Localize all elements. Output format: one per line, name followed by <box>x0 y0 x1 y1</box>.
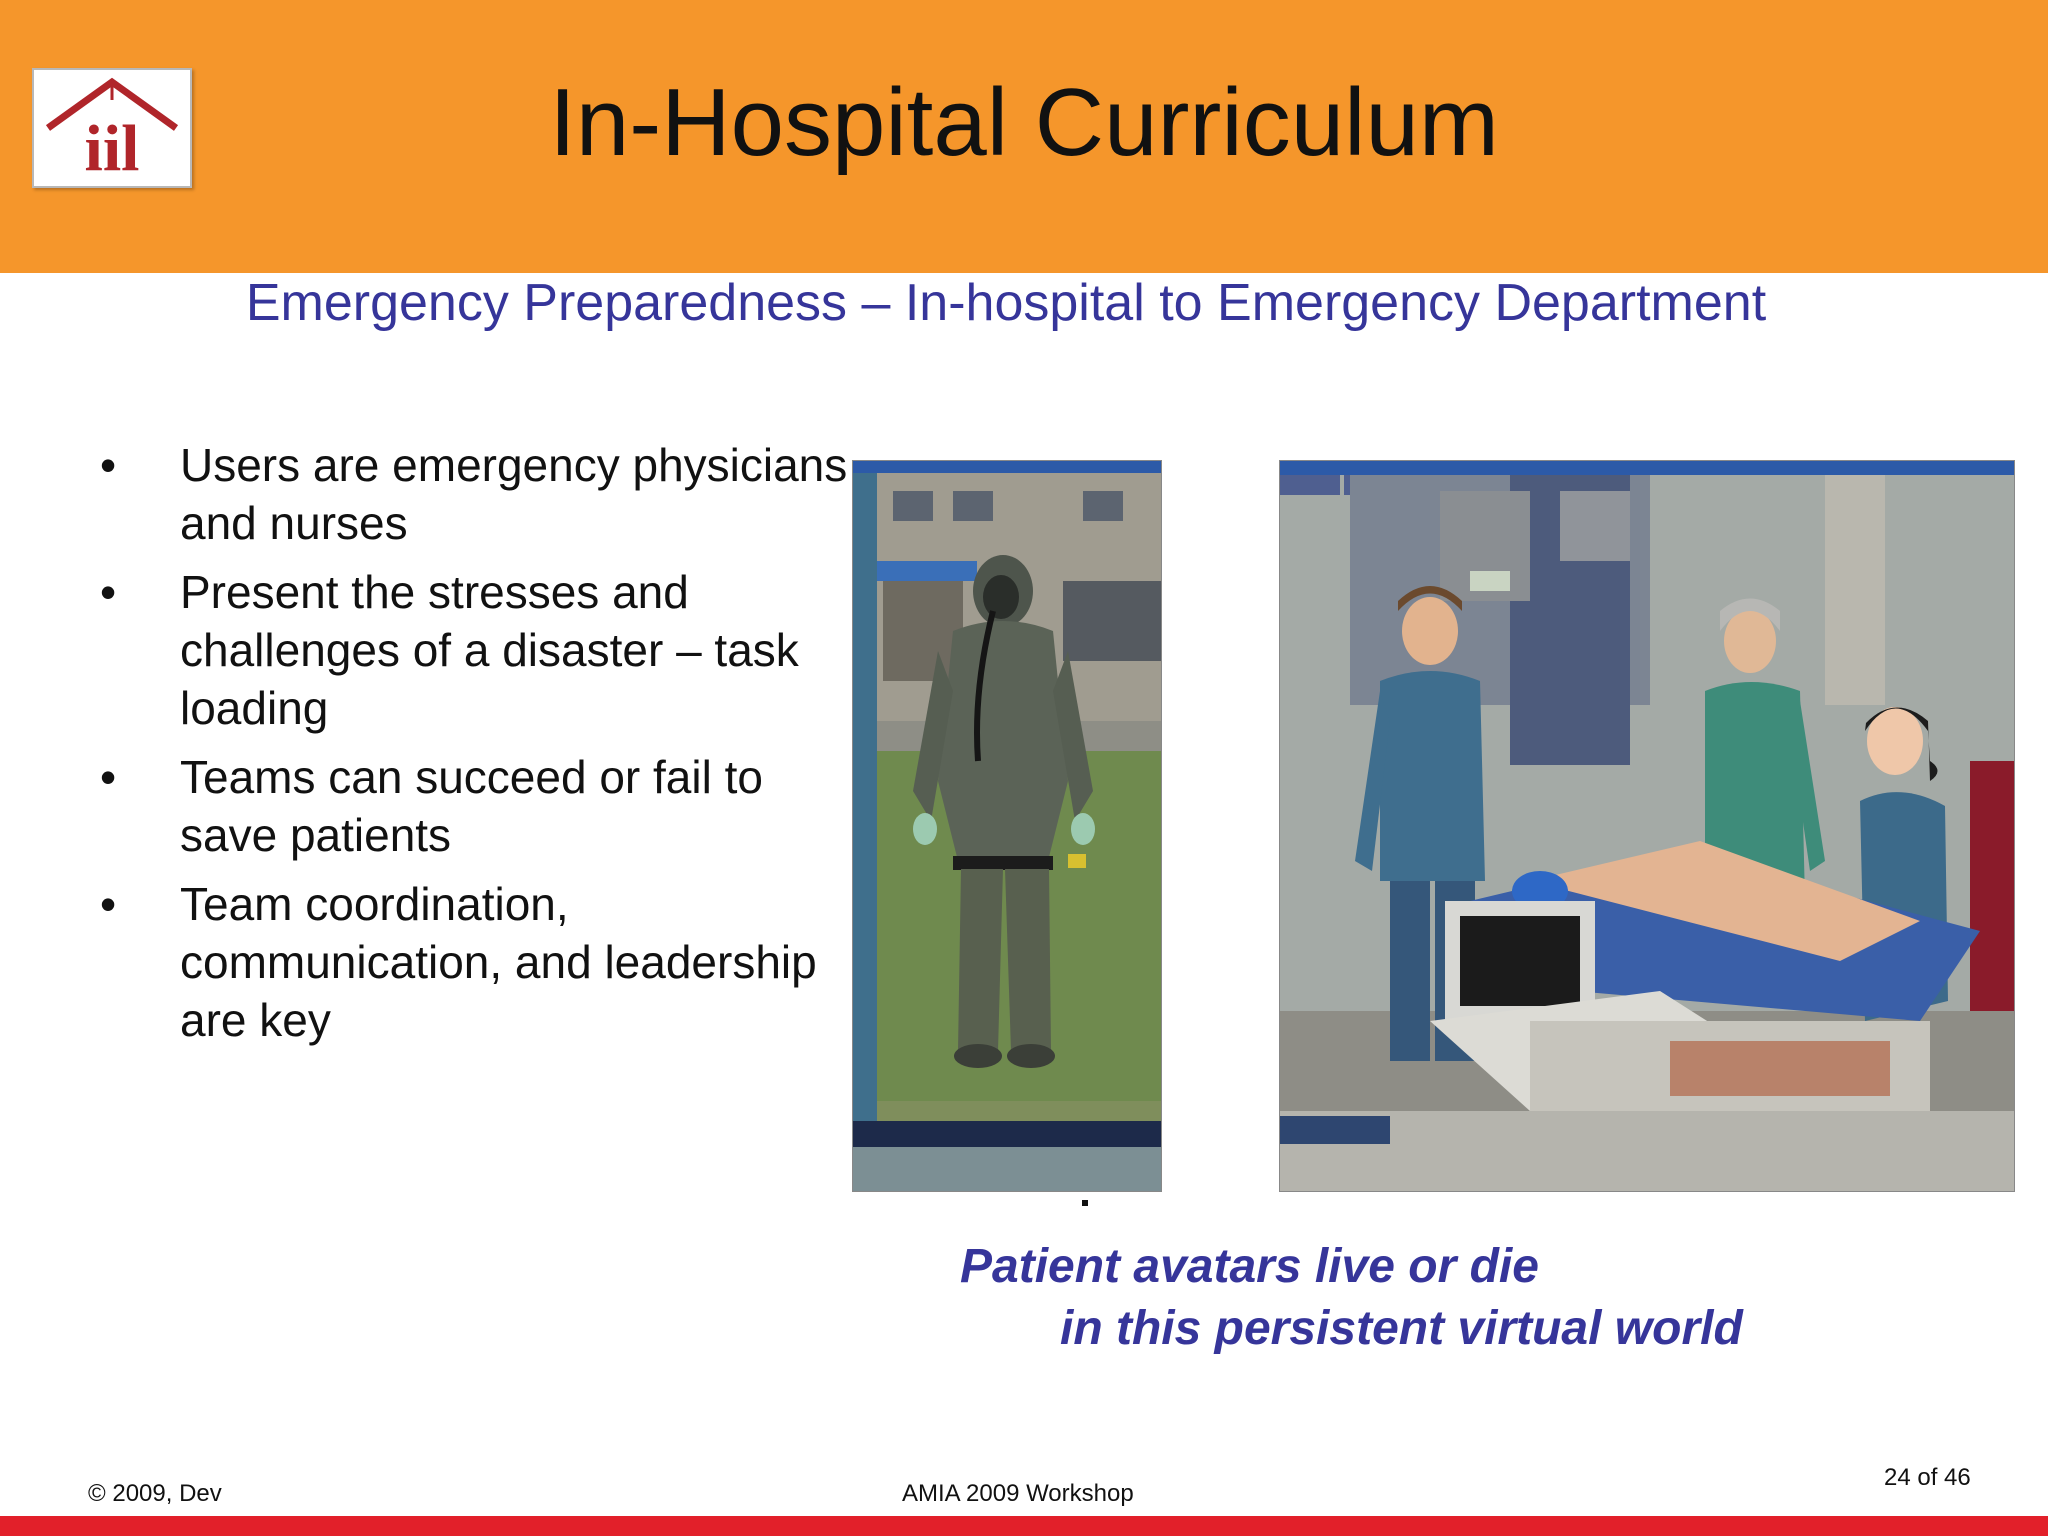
page-number: 24 of 46 <box>1884 1464 1971 1491</box>
bottom-red-bar <box>0 1516 2048 1536</box>
bullet-text: Present the stresses and challenges of a disaster – task loading <box>180 566 799 734</box>
caption-line-1: Patient avatars live or die <box>960 1240 1539 1293</box>
er-scene-illustration <box>1280 461 2014 1191</box>
bullet-list <box>100 436 860 1060</box>
list-item <box>100 875 860 1049</box>
stray-dot <box>1082 1200 1088 1206</box>
header-band <box>0 0 2048 273</box>
footer-event: AMIA 2009 Workshop <box>902 1480 1134 1507</box>
logo-text: iil <box>84 112 140 185</box>
bullet-icon: • <box>100 751 117 803</box>
list-item <box>100 436 860 552</box>
subtitle: Emergency Preparedness – In-hospital to Emergency Department <box>245 274 1767 332</box>
bullet-icon: • <box>100 439 117 491</box>
bullet-text: Team coordination, communication, and leadership are key <box>180 878 817 1046</box>
bullet-text: Teams can succeed or fail to save patients <box>180 751 763 861</box>
list-item <box>100 563 860 737</box>
caption-line-2: in this persistent virtual world <box>1060 1302 1743 1355</box>
page-title: In-Hospital Curriculum <box>549 69 1499 176</box>
bullet-text: Users are emergency physicians and nurses <box>180 439 848 549</box>
er-team-screenshot <box>1279 460 2015 1192</box>
footer-copyright: © 2009, Dev <box>88 1480 222 1507</box>
bullet-icon: • <box>100 878 117 930</box>
hazmat-scene-illustration <box>853 461 1161 1191</box>
list-item <box>100 748 860 864</box>
hazmat-avatar-screenshot <box>852 460 1162 1192</box>
image-caption <box>960 1236 1960 1360</box>
bullet-icon: • <box>100 566 117 618</box>
